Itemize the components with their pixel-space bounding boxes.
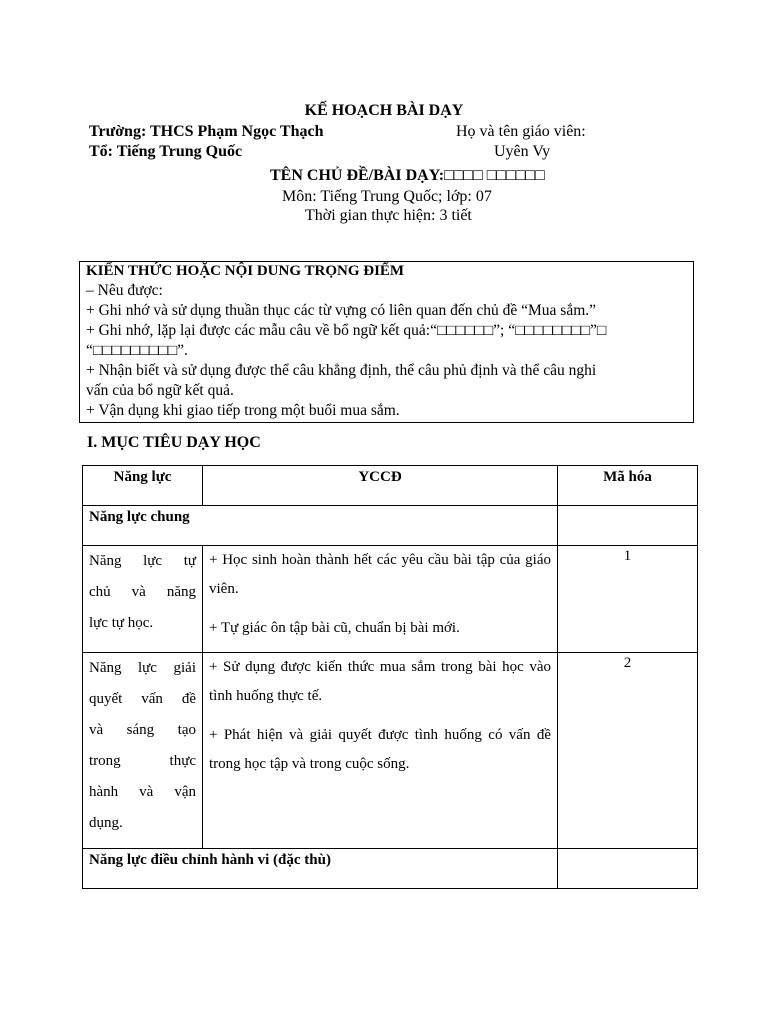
specific-competence-label: Năng lực điều chỉnh hành vi (đặc thù) bbox=[83, 849, 558, 889]
requirement-item: + Tự giác ôn tập bài cũ, chuẩn bị bài mới. bbox=[209, 620, 460, 636]
document-title: KẾ HOẠCH BÀI DẠY bbox=[304, 102, 464, 119]
key-knowledge-box bbox=[79, 261, 694, 423]
table-row bbox=[83, 506, 698, 546]
general-competence-label: Năng lực chung bbox=[83, 506, 558, 546]
competence-name bbox=[83, 546, 203, 653]
table-row bbox=[83, 546, 698, 653]
requirement-item: + Học sinh hoàn thành hết các yêu cầu bài tập của giáo viên. bbox=[209, 552, 551, 597]
requirements-cell bbox=[203, 546, 558, 653]
knowledge-line: + Vận dụng khi giao tiếp trong một buổi mua sắm. bbox=[86, 402, 400, 419]
competence-name-line: Năng lực giải bbox=[89, 660, 196, 676]
competence-name-line: trong thực bbox=[89, 753, 196, 769]
competence-name-line: quyết vấn đề bbox=[89, 691, 196, 707]
table-row bbox=[83, 849, 698, 889]
competence-name-line: và sáng tạo bbox=[89, 722, 196, 738]
knowledge-line: + Ghi nhớ và sử dụng thuần thục các từ vựng có liên quan đến chủ đề “Mua sắm.” bbox=[86, 302, 597, 319]
team-name: Tổ: Tiếng Trung Quốc bbox=[89, 143, 243, 160]
competence-name-line: hành và vận bbox=[89, 784, 196, 800]
subject-line: Môn: Tiếng Trung Quốc; lớp: 07 bbox=[282, 188, 492, 205]
table-cell bbox=[558, 849, 698, 889]
competence-name-line: chủ và năng bbox=[89, 584, 196, 600]
school-name: Trường: THCS Phạm Ngọc Thạch bbox=[89, 123, 324, 140]
competence-code: 2 bbox=[558, 653, 698, 849]
requirement-item: + Phát hiện và giải quyết được tình huống có vấn đề trong học tập và trong cuộc sống. bbox=[209, 727, 551, 772]
table-row bbox=[83, 653, 698, 849]
competence-name-line: lực tự học. bbox=[89, 615, 154, 631]
knowledge-line: + Ghi nhớ, lặp lại được các mẫu câu về bổ ngữ kết quả:“□□□□□□”; “□□□□□□□□”□ bbox=[86, 322, 607, 339]
column-header: YCCĐ bbox=[203, 466, 558, 506]
teacher-name: Uyên Vy bbox=[494, 143, 551, 160]
duration-line: Thời gian thực hiện: 3 tiết bbox=[305, 207, 472, 224]
section-title-objectives: I. MỤC TIÊU DẠY HỌC bbox=[87, 434, 261, 451]
competence-name-line: dụng. bbox=[89, 815, 123, 831]
knowledge-line: – Nêu được: bbox=[86, 282, 163, 299]
knowledge-line: + Nhận biết và sử dụng được thể câu khẳng định, thể câu phủ định và thể câu nghi bbox=[86, 362, 597, 379]
competence-name bbox=[83, 653, 203, 849]
table-cell bbox=[558, 506, 698, 546]
objectives-table bbox=[82, 465, 698, 889]
column-header: Năng lực bbox=[83, 466, 203, 506]
lesson-topic: TÊN CHỦ ĐỀ/BÀI DẠY:□□□□ □□□□□□ bbox=[270, 167, 545, 184]
table-header-row bbox=[83, 466, 698, 506]
knowledge-line: vấn của bổ ngữ kết quả. bbox=[86, 382, 234, 399]
requirement-item: + Sử dụng được kiến thức mua sắm trong bài học vào tình huống thực tế. bbox=[209, 659, 551, 704]
requirements-cell bbox=[203, 653, 558, 849]
knowledge-line: “□□□□□□□□□”. bbox=[86, 342, 188, 359]
teacher-label: Họ và tên giáo viên: bbox=[456, 123, 586, 140]
column-header: Mã hóa bbox=[558, 466, 698, 506]
competence-name-line: Năng lực tự bbox=[89, 553, 196, 569]
competence-code: 1 bbox=[558, 546, 698, 653]
knowledge-heading: KIẾN THỨC HOẶC NỘI DUNG TRỌNG ĐIỂM bbox=[86, 263, 405, 279]
